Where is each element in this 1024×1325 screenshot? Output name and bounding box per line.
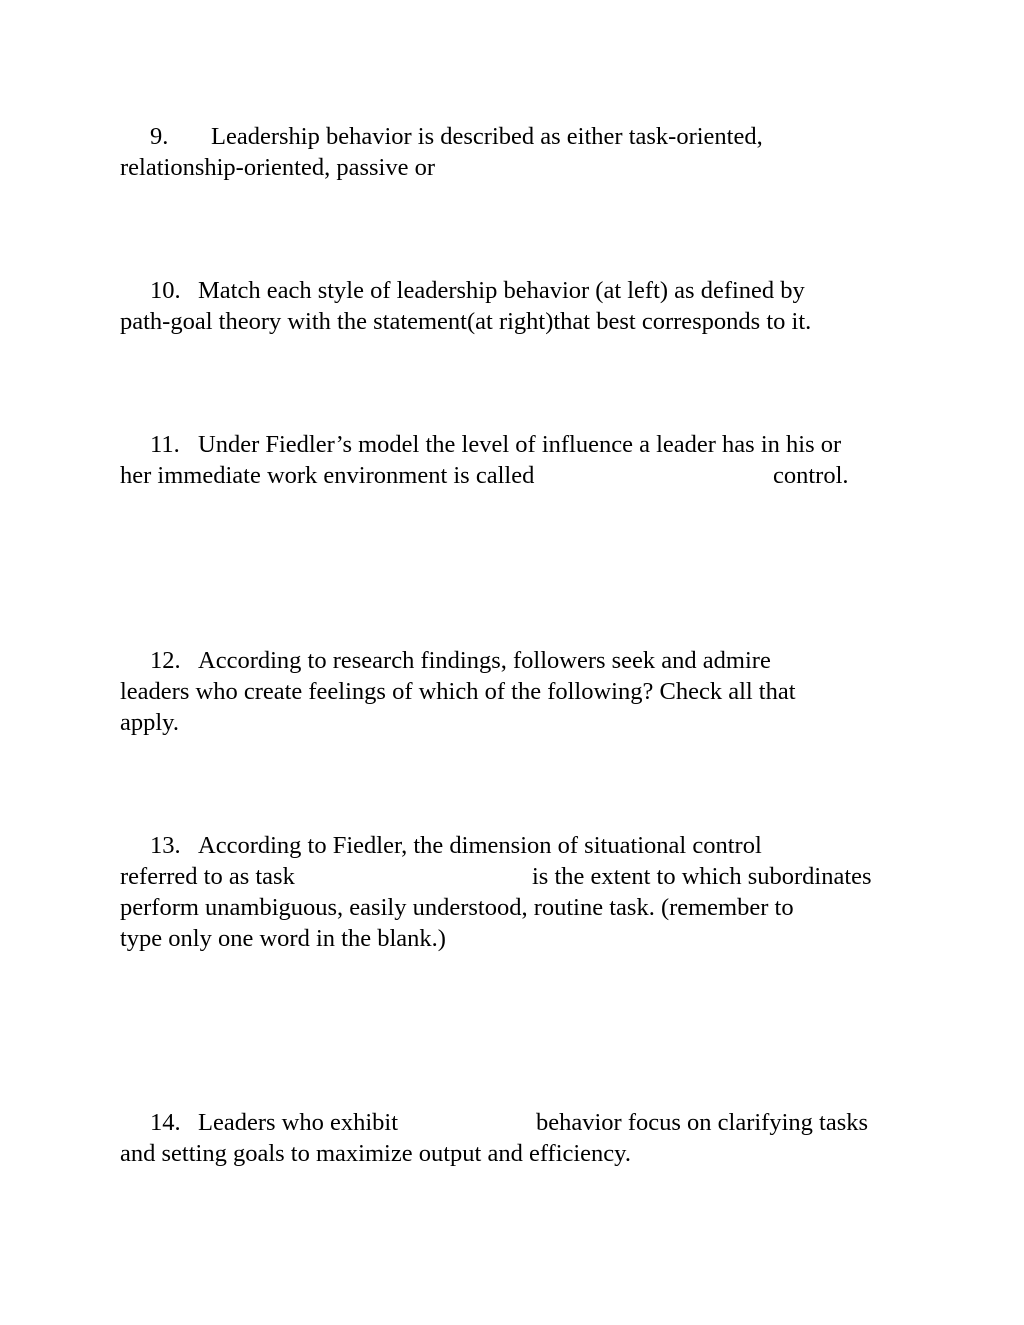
question-9-text: Leadership behavior is described as either task-oriented, [211,123,763,150]
question-13-text: perform unambiguous, easily understood, routine task. (remember to [120,894,794,921]
question-12-text: leaders who create feelings of which of the following? Check all that [120,678,796,705]
question-9-number: 9. [150,123,169,150]
question-10-text: path-goal theory with the statement(at right)that best corresponds to it. [120,308,812,335]
question-11-text: her immediate work environment is called [120,462,535,489]
question-14-text: Leaders who exhibit [198,1109,399,1136]
question-11-number: 11. [150,431,180,458]
question-14-text: and setting goals to maximize output and efficiency. [120,1140,631,1167]
question-11-text: control. [773,462,849,489]
question-12-number: 12. [150,647,181,674]
question-13-text: referred to as task [120,863,295,890]
question-13-text: is the extent to which subordinates [532,863,872,890]
question-10-number: 10. [150,277,181,304]
question-14-number: 14. [150,1109,181,1136]
question-13-text: According to Fiedler, the dimension of situational control [198,832,762,859]
question-13-text: type only one word in the blank.) [120,925,446,952]
question-9-text: relationship-oriented, passive or [120,154,436,181]
question-11-text: Under Fiedler’s model the level of influence a leader has in his or [198,431,842,458]
question-12-text: According to research findings, followers seek and admire [198,647,771,674]
question-12-text: apply. [120,709,179,736]
question-14-text: behavior focus on clarifying tasks [536,1109,869,1136]
question-10-text: Match each style of leadership behavior (at left) as defined by [198,277,805,304]
question-13-number: 13. [150,832,181,859]
